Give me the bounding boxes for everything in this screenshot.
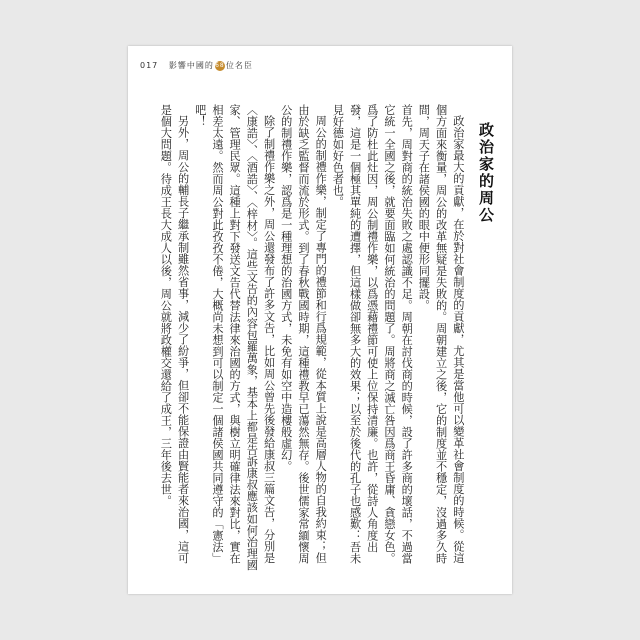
running-header xyxy=(140,60,253,71)
paragraph-5: 另外，周公的輔長子繼承制雖然省事，減少了紛爭，但卻不能保證由賢能者來治國，這可是個大問題。待成王長大成人以後，周公就將政權交還給了成王，三年後去世。 xyxy=(159,104,190,564)
page-number: 017 xyxy=(140,61,159,70)
paragraph-2: 首先，周對商的統治失敗之處認識不足。周朝在討伐商的時候，設了許多商的壞話，不過當它統一全國之後，就要面臨如何統治的問題了。周將商之滅亡咎因爲商王昏庸、貪戀女色。爲了防杜此灶因，周公制禮作樂，以爲憑藉禮節可使上位保持清廉。也許，從詩人角度出發，這是一個極其單純的遭擇，但這樣做卻無多大的效果；以至於後代的孔子也感歎：吾未見好德如好色者也。 xyxy=(331,104,414,564)
paragraph-3: 周公的制禮作樂，制定了專門的禮節和行爲規範，從本質上說是高層人物的自我約束；但由於缺乏監督而流於形式。到了春秋戰國時期，這種禮教早已蕩然無存。後世儒家常緬懷周公的制禮作樂，認爲是一種理想的治國方式，未免有如空中造樓般虛幻。 xyxy=(279,104,328,564)
book-title-number-badge: 68 xyxy=(215,61,225,69)
section-title: 政治家的周公 xyxy=(477,122,495,224)
book-page xyxy=(128,46,512,594)
paragraph-4: 除了制禮作樂之外，周公還發布了許多文告，比如周公曾先後發給康叔三篇文告，分別是〈康誥〉、〈酒誥〉、〈梓材〉。這些文告的內容包羅萬象，基本上都是告訴康叔應該如何治理國家、管理民眾。這種上對下發送文告代替法律來治國的方式，與樹立明確律法來對比，實在相差太遠。然而周公對此孜孜不倦，大概尚未想到可以制定一個諸侯國共同遵守的「憲法」吧！ xyxy=(193,104,276,571)
paragraph-1: 政治家最大的貢獻，在於對社會制度的貢獻，尤其是當他可以變革社會制度的時候。從這個方面來衡量，周公的改革無疑是失敗的。周朝建立之後，它的制度並不穩定，沒過多久時間，周天子在諸侯國的眼中便形同擺設。 xyxy=(417,104,465,564)
book-title-before: 影響中國的 xyxy=(168,61,214,70)
book-title-after: 位名臣 xyxy=(225,61,253,70)
vertical-text-body xyxy=(157,104,494,574)
